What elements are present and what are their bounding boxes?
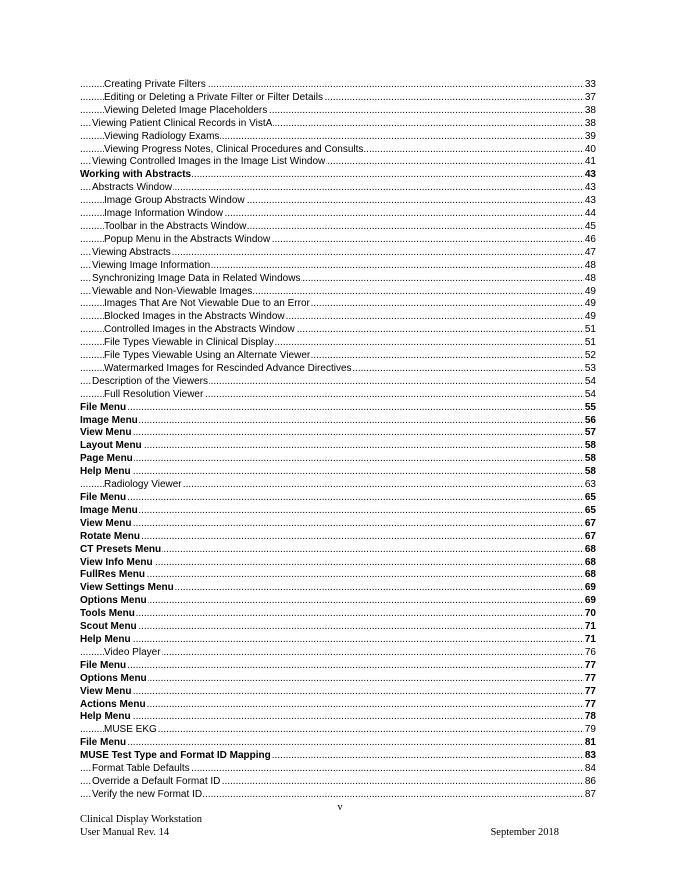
- toc-entry-title: Tools Menu: [80, 608, 135, 620]
- toc-entry-title: Editing or Deleting a Private Filter or Filter Details: [104, 91, 323, 103]
- toc-dot-leader: [80, 699, 596, 712]
- footer-document-info: [80, 814, 202, 839]
- toc-entry-page: 63: [584, 479, 596, 491]
- toc-entry-page: 78: [584, 711, 596, 723]
- toc-entry-page: 58: [584, 466, 596, 478]
- toc-entry[interactable]: [80, 311, 596, 324]
- toc-dot-leader: [80, 531, 596, 544]
- toc-entry-title: Image Information Window: [104, 208, 223, 220]
- toc-entry[interactable]: [80, 247, 596, 260]
- toc-entry-page: 38: [584, 117, 596, 129]
- toc-entry-title: Viewing Progress Notes, Clinical Procedures and Consults: [104, 143, 364, 155]
- toc-entry-page: 52: [584, 350, 596, 362]
- toc-entry-page: 58: [584, 453, 596, 465]
- toc-entry-title: View Info Menu: [80, 556, 153, 568]
- toc-entry[interactable]: [80, 118, 596, 131]
- toc-entry[interactable]: [80, 453, 596, 466]
- toc-entry[interactable]: [80, 273, 596, 286]
- toc-entry-title: File Types Viewable Using an Alternate Viewer: [104, 350, 311, 362]
- toc-entry-title: Watermarked Images for Rescinded Advance Directives: [104, 362, 352, 374]
- toc-entry-title: Images That Are Not Viewable Due to an Error: [104, 298, 310, 310]
- toc-entry-page: 71: [584, 621, 596, 633]
- toc-entry-title: View Settings Menu: [80, 582, 174, 594]
- toc-dot-leader: [80, 660, 596, 673]
- toc-entry[interactable]: [80, 402, 596, 415]
- toc-entry-page: 68: [584, 556, 596, 568]
- toc-entry-title: Viewing Controlled Images in the Image List Window: [92, 156, 326, 168]
- footer-doc-title: Clinical Display Workstation: [80, 814, 203, 825]
- toc-entry-page: 81: [584, 737, 596, 749]
- toc-entry-page: 67: [584, 517, 596, 529]
- toc-entry-title: Description of the Viewers: [92, 375, 208, 387]
- footer-date: September 2018: [490, 826, 559, 838]
- toc-entry[interactable]: [80, 286, 596, 299]
- toc-entry-title: View Menu: [80, 427, 132, 439]
- toc-entry-page: 77: [584, 698, 596, 710]
- toc-entry-title: Help Menu: [80, 466, 131, 478]
- toc-entry-page: 51: [584, 324, 596, 336]
- toc-entry[interactable]: [80, 389, 596, 402]
- toc-entry[interactable]: [80, 195, 596, 208]
- toc-entry-page: 37: [584, 91, 596, 103]
- toc-entry-page: 76: [584, 646, 596, 658]
- toc-entry-title: Page Menu: [80, 453, 133, 465]
- toc-entry-title: File Menu: [80, 659, 127, 671]
- footer-doc-revision: User Manual Rev. 14: [80, 826, 170, 838]
- toc-entry-title: File Menu: [80, 401, 127, 413]
- toc-entry[interactable]: [80, 621, 596, 634]
- toc-entry-page: 53: [584, 362, 596, 374]
- toc-entry[interactable]: [80, 673, 596, 686]
- toc-entry-page: 77: [584, 685, 596, 697]
- toc-entry[interactable]: [80, 221, 596, 234]
- toc-entry[interactable]: [80, 595, 596, 608]
- toc-entry[interactable]: [80, 105, 596, 118]
- toc-dot-leader: [80, 711, 596, 724]
- toc-entry[interactable]: [80, 156, 596, 169]
- toc-entry[interactable]: [80, 479, 596, 492]
- toc-entry[interactable]: [80, 144, 596, 157]
- toc-entry[interactable]: [80, 440, 596, 453]
- toc-entry[interactable]: [80, 608, 596, 621]
- toc-entry-title: View Menu: [80, 685, 132, 697]
- toc-entry-title: Options Menu: [80, 672, 147, 684]
- toc-entry-page: 68: [584, 543, 596, 555]
- toc-entry[interactable]: [80, 363, 596, 376]
- toc-entry-title: Image Menu: [80, 504, 138, 516]
- toc-entry[interactable]: [80, 686, 596, 699]
- toc-dot-leader: [80, 427, 596, 440]
- toc-entry-page: 49: [584, 298, 596, 310]
- toc-entry-title: FullRes Menu: [80, 569, 146, 581]
- toc-entry-title: Scout Menu: [80, 621, 137, 633]
- toc-entry-title: Radiology Viewer: [104, 479, 182, 491]
- toc-entry-page: 47: [584, 246, 596, 258]
- toc-entry[interactable]: [80, 466, 596, 479]
- toc-entry-title: Working with Abstracts: [80, 169, 192, 181]
- toc-entry-page: 71: [584, 633, 596, 645]
- toc-entry-title: Viewable and Non-Viewable Images: [92, 285, 253, 297]
- toc-entry[interactable]: [80, 234, 596, 247]
- toc-entry-title: Format Table Defaults: [92, 763, 190, 775]
- toc-entry-title: Controlled Images in the Abstracts Window: [104, 324, 295, 336]
- toc-entry-title: File Menu: [80, 492, 127, 503]
- toc-entry-title: Creating Private Filters: [104, 79, 206, 90]
- toc-entry-title: Popup Menu in the Abstracts Window: [104, 233, 271, 245]
- toc-entry-page: 49: [584, 311, 596, 323]
- toc-entry[interactable]: [80, 415, 596, 428]
- toc-entry[interactable]: [80, 518, 596, 531]
- toc-entry-title: Actions Menu: [80, 698, 146, 710]
- toc-dot-leader: [80, 492, 596, 505]
- toc-entry[interactable]: [80, 79, 596, 92]
- toc-dot-leader: [80, 505, 596, 518]
- toc-entry-title: Help Menu: [80, 633, 131, 645]
- toc-dot-leader: [80, 440, 596, 453]
- toc-entry[interactable]: [80, 531, 596, 544]
- toc-entry-title: Synchronizing Image Data in Related Windows: [92, 272, 301, 284]
- toc-entry-page: 83: [584, 750, 596, 762]
- toc-dot-leader: [80, 608, 596, 621]
- toc-entry-page: 77: [584, 659, 596, 671]
- page-number: v: [337, 802, 343, 813]
- toc-entry-page: 38: [584, 104, 596, 116]
- toc-entry-page: 55: [584, 401, 596, 413]
- toc-entry-page: 45: [584, 220, 596, 232]
- toc-entry[interactable]: [80, 350, 596, 363]
- toc-entry-title: MUSE Test Type and Format ID Mapping: [80, 750, 271, 762]
- toc-entry-title: Layout Menu: [80, 440, 142, 452]
- toc-entry-page: 40: [584, 143, 596, 155]
- toc-dot-leader: [80, 557, 596, 570]
- toc-entry-title: Full Resolution Viewer: [104, 388, 204, 400]
- toc-entry-page: 33: [584, 79, 596, 90]
- toc-entry-title: Viewing Abstracts: [92, 246, 171, 258]
- toc-entry-title: Verify the new Format ID: [92, 788, 203, 800]
- toc-entry-page: 69: [584, 595, 596, 607]
- toc-dot-leader: [80, 621, 596, 634]
- toc-entry[interactable]: [80, 376, 596, 389]
- toc-entry[interactable]: [80, 660, 596, 673]
- toc-entry-page: 54: [584, 375, 596, 387]
- toc-entry-page: 79: [584, 724, 596, 736]
- toc-entry-page: 43: [584, 195, 596, 207]
- toc-entry[interactable]: [80, 92, 596, 105]
- toc-entry[interactable]: [80, 647, 596, 660]
- toc-entry-title: Image Menu: [80, 414, 138, 426]
- toc-entry-page: 56: [584, 414, 596, 426]
- toc-entry-page: 65: [584, 504, 596, 516]
- table-of-contents: [80, 79, 596, 802]
- toc-entry[interactable]: [80, 260, 596, 273]
- toc-entry[interactable]: [80, 544, 596, 557]
- toc-dot-leader: [80, 569, 596, 582]
- toc-dot-leader: [80, 402, 596, 415]
- toc-entry[interactable]: [80, 557, 596, 570]
- toc-entry-page: 46: [584, 233, 596, 245]
- toc-dot-leader: [80, 673, 596, 686]
- toc-entry-page: 41: [584, 156, 596, 168]
- toc-entry-title: Viewing Deleted Image Placeholders: [104, 104, 268, 116]
- toc-entry[interactable]: [80, 182, 596, 195]
- toc-entry-page: 39: [584, 130, 596, 142]
- toc-entry-title: Rotate Menu: [80, 530, 140, 542]
- toc-dot-leader: [80, 595, 596, 608]
- toc-dot-leader: [80, 466, 596, 479]
- toc-entry[interactable]: [80, 427, 596, 440]
- toc-entry-title: View Menu: [80, 517, 132, 529]
- toc-entry[interactable]: [80, 724, 596, 737]
- toc-entry-title: File Menu: [80, 737, 127, 749]
- toc-entry-page: 67: [584, 530, 596, 542]
- toc-entry-title: Override a Default Format ID: [92, 775, 221, 787]
- toc-entry-page: 86: [584, 775, 596, 787]
- toc-entry-title: Video Player: [104, 646, 161, 658]
- toc-entry[interactable]: [80, 298, 596, 311]
- toc-entry-title: Image Group Abstracts Window: [104, 195, 245, 207]
- toc-entry-title: Toolbar in the Abstracts Window: [104, 220, 247, 232]
- toc-dot-leader: [80, 415, 596, 428]
- toc-entry-page: 51: [584, 337, 596, 349]
- toc-entry[interactable]: [80, 776, 596, 789]
- toc-entry-page: 48: [584, 272, 596, 284]
- toc-dot-leader: [80, 518, 596, 531]
- toc-entry-page: 69: [584, 582, 596, 594]
- toc-entry-title: Help Menu: [80, 711, 131, 723]
- toc-entry-title: Viewing Image Information: [92, 259, 211, 271]
- toc-entry-page: 44: [584, 208, 596, 220]
- toc-entry-title: MUSE EKG: [104, 724, 157, 736]
- toc-entry[interactable]: [80, 337, 596, 350]
- toc-entry[interactable]: [80, 169, 596, 182]
- toc-entry-page: 77: [584, 672, 596, 684]
- toc-entry-page: 49: [584, 285, 596, 297]
- toc-entry[interactable]: [80, 208, 596, 221]
- toc-entry[interactable]: [80, 492, 596, 505]
- toc-entry-page: 57: [584, 427, 596, 439]
- toc-entry[interactable]: [80, 324, 596, 337]
- toc-entry[interactable]: [80, 569, 596, 582]
- toc-dot-leader: [80, 686, 596, 699]
- toc-entry-title: Viewing Patient Clinical Records in VistA: [92, 117, 273, 129]
- toc-entry-page: 43: [584, 169, 596, 181]
- toc-entry-page: 84: [584, 763, 596, 775]
- toc-entry-page: 65: [584, 492, 596, 503]
- toc-entry-page: 48: [584, 259, 596, 271]
- toc-entry[interactable]: [80, 789, 596, 802]
- toc-dot-leader: [80, 634, 596, 647]
- toc-entry-title: CT Presets Menu: [80, 543, 162, 555]
- toc-entry[interactable]: [80, 737, 596, 750]
- toc-entry-page: 58: [584, 440, 596, 452]
- toc-entry[interactable]: [80, 711, 596, 724]
- toc-entry[interactable]: [80, 634, 596, 647]
- toc-entry-title: File Types Viewable in Clinical Display: [104, 337, 274, 349]
- toc-entry[interactable]: [80, 750, 596, 763]
- toc-entry[interactable]: [80, 505, 596, 518]
- toc-entry-page: 68: [584, 569, 596, 581]
- toc-entry-page: 54: [584, 388, 596, 400]
- toc-entry[interactable]: [80, 131, 596, 144]
- toc-dot-leader: [80, 737, 596, 750]
- toc-entry[interactable]: [80, 582, 596, 595]
- toc-entry-title: Abstracts Window: [92, 182, 173, 194]
- toc-entry-title: Blocked Images in the Abstracts Window: [104, 311, 285, 323]
- toc-entry-page: 87: [584, 788, 596, 800]
- toc-entry-page: 70: [584, 608, 596, 620]
- toc-entry[interactable]: [80, 699, 596, 712]
- toc-entry-title: Options Menu: [80, 595, 147, 607]
- toc-entry-title: Viewing Radiology Exams: [104, 130, 220, 142]
- toc-entry[interactable]: [80, 763, 596, 776]
- toc-dot-leader: [80, 453, 596, 466]
- toc-entry-page: 43: [584, 182, 596, 194]
